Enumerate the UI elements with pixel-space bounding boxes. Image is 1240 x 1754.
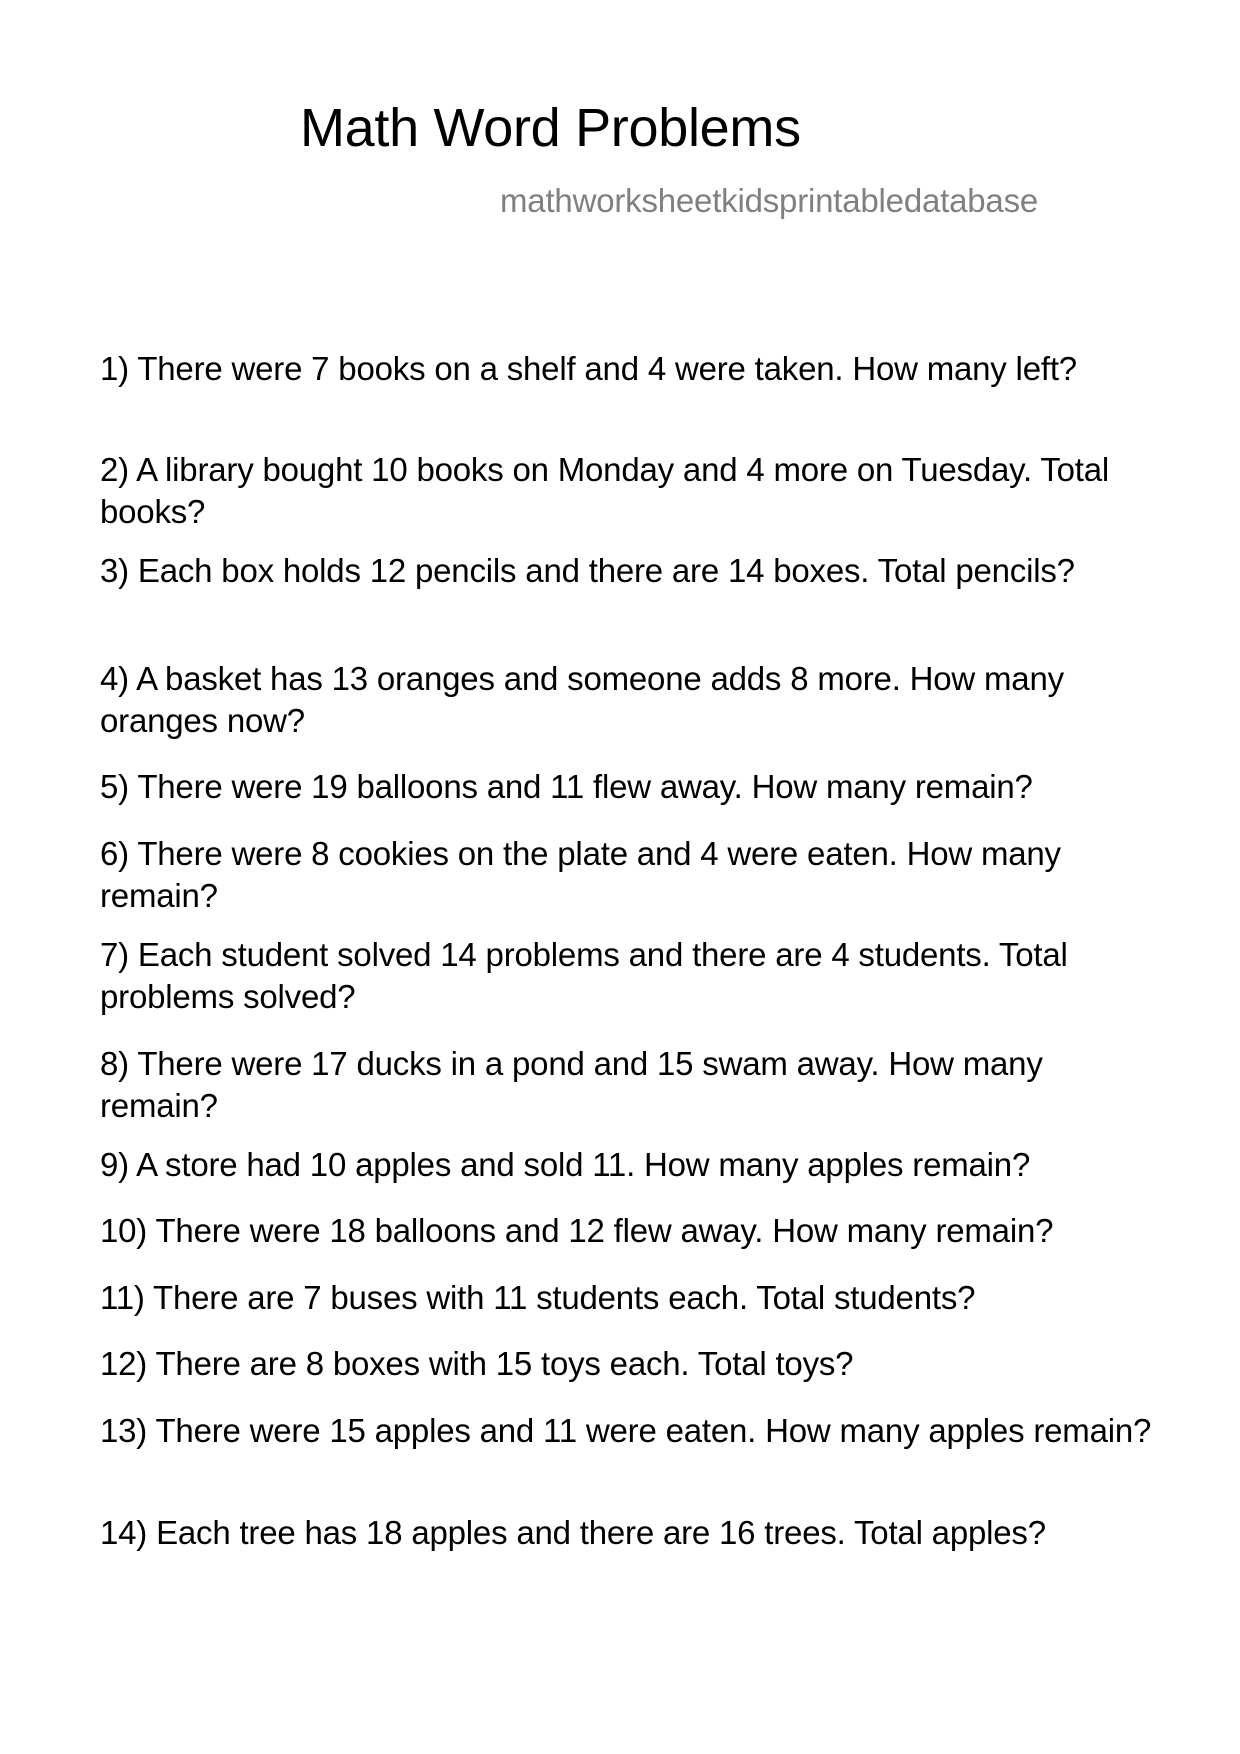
problem-item-2: 2) A library bought 10 books on Monday and 4 more on Tuesday. Total books? — [100, 451, 1110, 530]
problem-item-13: 13) There were 15 apples and 11 were eaten. How many apples remain? — [100, 1412, 1152, 1449]
problem-item-7: 7) Each student solved 14 problems and there are 4 students. Total problems solved? — [100, 936, 1068, 1015]
problem-item-9: 9) A store had 10 apples and sold 11. How many apples remain? — [100, 1146, 1031, 1183]
problem-item-6: 6) There were 8 cookies on the plate and 4 were eaten. How many remain? — [100, 835, 1061, 914]
problem-item-5: 5) There were 19 balloons and 11 flew away. How many remain? — [100, 768, 1033, 805]
problem-item-14: 14) Each tree has 18 apples and there are 16 trees. Total apples? — [100, 1514, 1046, 1551]
problem-item-4: 4) A basket has 13 oranges and someone adds 8 more. How many oranges now? — [100, 660, 1064, 739]
problem-item-3: 3) Each box holds 12 pencils and there are 14 boxes. Total pencils? — [100, 552, 1075, 589]
page-title: Math Word Problems — [300, 98, 801, 158]
problem-item-1: 1) There were 7 books on a shelf and 4 were taken. How many left? — [100, 350, 1077, 387]
problem-item-8: 8) There were 17 ducks in a pond and 15 swam away. How many remain? — [100, 1045, 1043, 1124]
problem-item-11: 11) There are 7 buses with 11 students each. Total students? — [100, 1279, 976, 1316]
problem-item-10: 10) There were 18 balloons and 12 flew away. How many remain? — [100, 1212, 1054, 1249]
source-subtitle: mathworksheetkidsprintabledatabase — [500, 182, 1039, 219]
problem-item-12: 12) There are 8 boxes with 15 toys each. Total toys? — [100, 1345, 854, 1382]
